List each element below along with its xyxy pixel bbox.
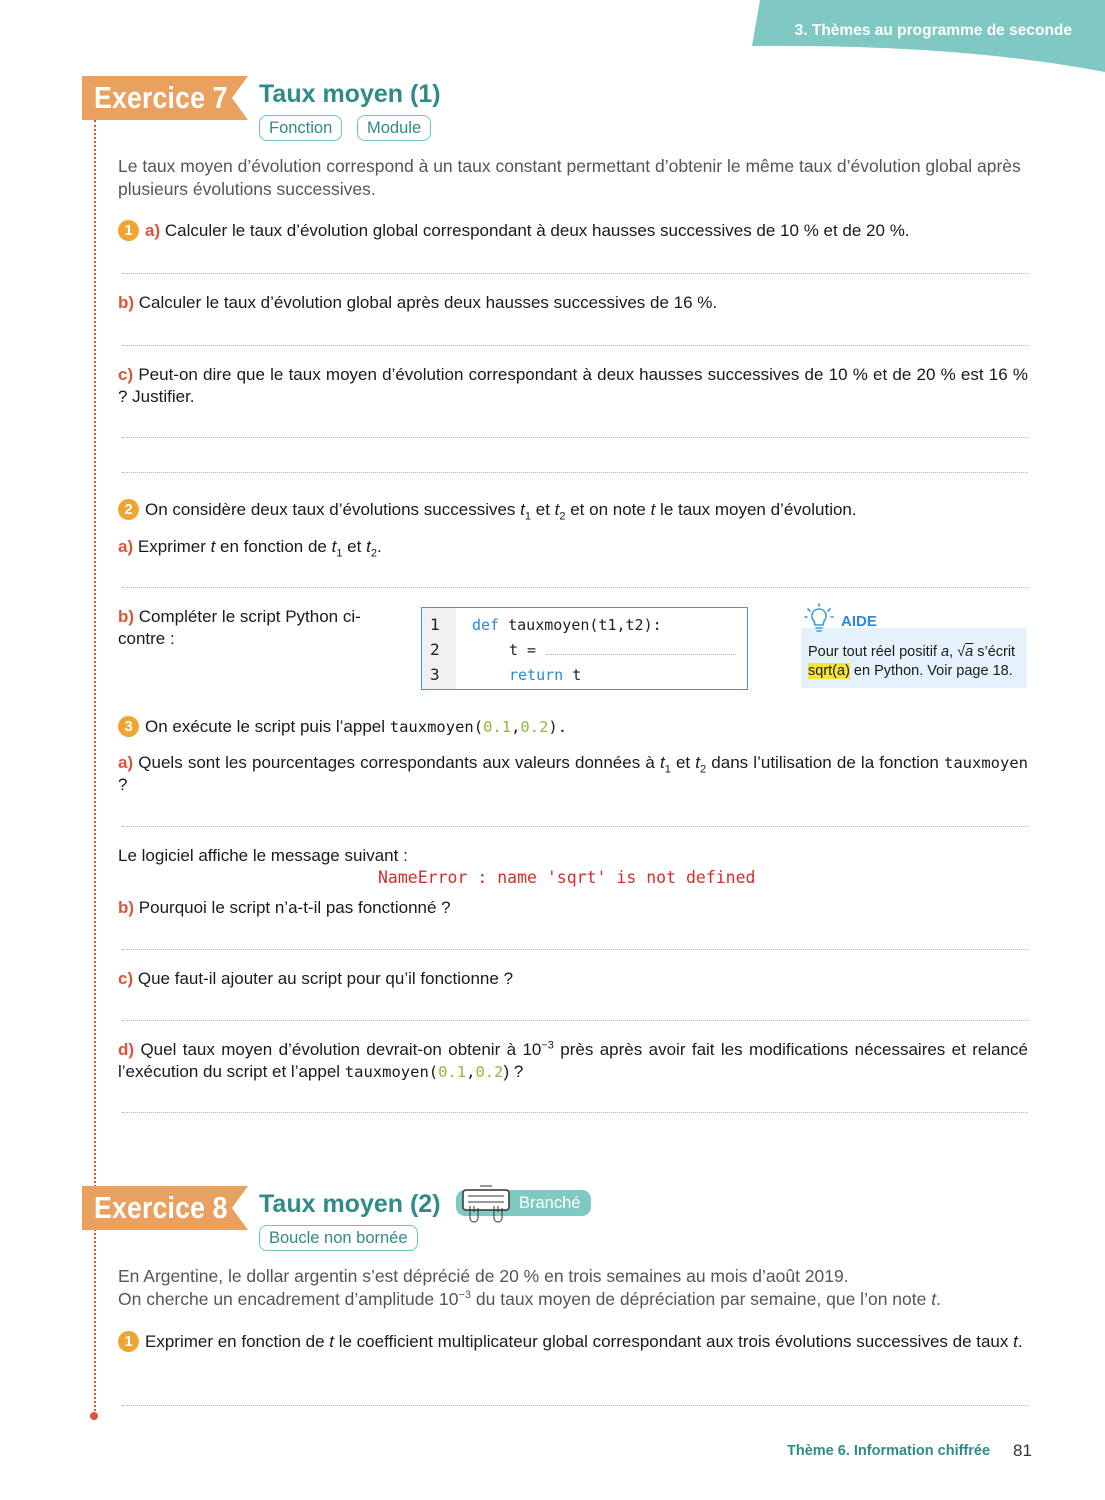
margin-line-end-dot: [90, 1412, 98, 1420]
question-3a: a) Quels sont les pourcentages correspondants aux valeurs données à $t_1$ et $t_2$ dans l’utilisation de la fonction tauxmoyen ?: [118, 753, 1028, 794]
sqrt-highlight: sqrt(a): [808, 663, 850, 679]
question-number-3: 3: [118, 716, 139, 737]
question-2b: b) Compléter le script Python ci-contre :: [118, 607, 361, 648]
answer-line[interactable]: [122, 1112, 1028, 1113]
aide-title: AIDE: [841, 613, 877, 630]
exercise-7-intro: Le taux moyen d’évolution correspond à un taux constant permettant d’obtenir le même taux d’évolution global après plusieurs évolutions successives.: [118, 156, 1021, 199]
question-3d: d) Quel taux moyen d’évolution devrait-on obtenir à $10^{-3}$ près après avoir fait les modifications nécessaires et relancé l’exécution du script et l’appel tauxmoyen(0.1,0.2) ?: [118, 1039, 1028, 1081]
code-line-3: return t: [509, 666, 582, 684]
question-number-1: 1: [118, 220, 139, 241]
header-band: [0, 0, 1105, 80]
answer-line[interactable]: [122, 587, 1028, 588]
error-message: NameError : name 'sqrt' is not defined: [378, 868, 756, 887]
branche-label: Branché: [519, 1194, 581, 1212]
keyboard-hands-icon: [460, 1184, 512, 1228]
tag-module: Module: [357, 115, 431, 141]
exercise-7-label: Exercice 7: [94, 80, 228, 115]
question-1b: b) Calculer le taux d’évolution global après deux hausses successives de 16 %.: [118, 293, 718, 312]
exercise-8-label: Exercice 8: [94, 1190, 228, 1225]
tag-boucle-non-bornee: Boucle non bornée: [259, 1225, 418, 1251]
question-1c: c) Peut-on dire que le taux moyen d’évolution correspondant à deux hausses successives de 10 % et de 20 % est 16 % ? Justifier.: [118, 365, 1028, 406]
answer-line[interactable]: [122, 1020, 1028, 1021]
tag-fonction: Fonction: [259, 115, 342, 141]
question-3-intro: 3 On exécute le script puis l’appel tauxmoyen(0.1,0.2).: [118, 716, 1028, 738]
code-line-2: t =: [509, 641, 537, 659]
exercise-8-intro: En Argentine, le dollar argentin s’est déprécié de 20 % en trois semaines au mois d’août 2019. On cherche un encadrement d’amplitude $10^{-3}$ du taux moyen de dépréciation par semaine, que l’on note t.: [118, 1266, 941, 1309]
question-3c: c) Que faut-il ajouter au script pour qu’il fonctionne ?: [118, 969, 514, 988]
question-number-2: 2: [118, 499, 139, 520]
answer-line[interactable]: [122, 949, 1028, 950]
python-script-box: [421, 607, 748, 690]
aide-text: Pour tout réel positif a, √a s’écrit sqrt(a) en Python. Voir page 18.: [808, 644, 1016, 679]
page-number: 81: [1013, 1441, 1032, 1460]
question-2-intro: 2 On considère deux taux d’évolutions successives $t_1$ et $t_2$ et on note t le taux moyen d’évolution.: [118, 499, 1028, 521]
answer-line[interactable]: [122, 273, 1028, 274]
answer-line[interactable]: [122, 472, 1028, 473]
exercise-8-title: Taux moyen (2): [259, 1190, 441, 1218]
line-number: 2: [430, 640, 440, 659]
question-2a: a) Exprimer t en fonction de $t_1$ et $t_2$.: [118, 537, 382, 560]
exercise-8-question-1: 1 Exprimer en fonction de t le coefficient multiplicateur global correspondant aux trois évolutions successives de taux t.: [118, 1331, 1028, 1353]
code-blank-line[interactable]: [546, 654, 736, 655]
question-3b: b) Pourquoi le script n’a-t-il pas fonctionné ?: [118, 898, 451, 917]
line-number: 1: [430, 615, 440, 634]
code-line-1: def tauxmoyen(t1,t2):: [472, 616, 662, 634]
error-message-intro: Le logiciel affiche le message suivant :: [118, 846, 408, 865]
answer-line[interactable]: [122, 826, 1028, 827]
exercise-7-title: Taux moyen (1): [259, 80, 441, 108]
answer-line[interactable]: [122, 345, 1028, 346]
question-1a: 1 a) Calculer le taux d’évolution global correspondant à deux hausses successives de 10 % et de 20 %.: [118, 220, 1028, 242]
question-number-1: 1: [118, 1331, 139, 1352]
line-number: 3: [430, 665, 440, 684]
answer-line[interactable]: [122, 437, 1028, 438]
footer-theme: Thème 6. Information chiffrée: [787, 1443, 991, 1459]
lightbulb-icon: [803, 603, 835, 635]
answer-line[interactable]: [122, 1405, 1028, 1406]
section-header: 3. Thèmes au programme de seconde: [794, 22, 1072, 39]
